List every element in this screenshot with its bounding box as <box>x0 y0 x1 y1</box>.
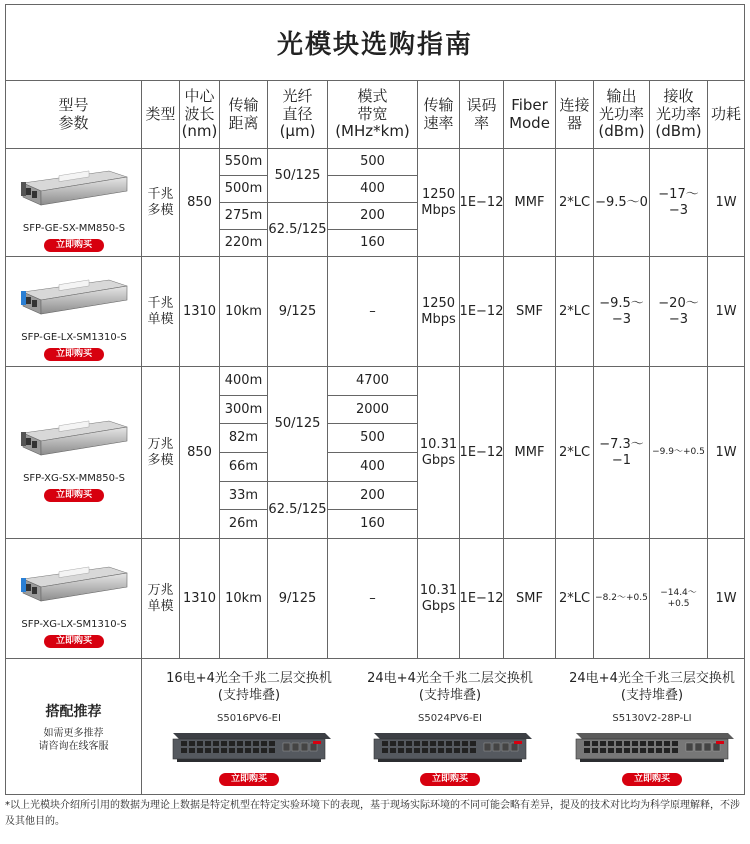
ber-cell: 1E−12 <box>460 367 504 539</box>
buy-button[interactable]: 立即购买 <box>219 773 279 786</box>
type-cell: 千兆 单模 <box>142 257 180 367</box>
switch-name: 16电+4光全千兆二层交换机 (支持堆叠) <box>166 671 332 703</box>
header-type: 类型 <box>142 81 180 149</box>
guide-frame <box>5 4 745 795</box>
ber-cell: 1E−12 <box>460 257 504 367</box>
switch-name: 24电+4光全千兆三层交换机 (支持堆叠) <box>569 671 735 703</box>
distance-cell: 500m <box>220 176 268 203</box>
product-name: SFP-GE-SX-MM850-S <box>22 223 126 234</box>
fiber-mode-cell: SMF <box>504 257 556 367</box>
switch-card-1 <box>149 659 349 795</box>
buy-button[interactable]: 立即购买 <box>622 773 682 786</box>
product-cell-2 <box>6 257 142 367</box>
header-rate: 传输 速率 <box>418 81 460 149</box>
fiber-mode-cell: MMF <box>504 149 556 257</box>
header-model: 型号 参数 <box>6 81 142 149</box>
sfp-module-image-2 <box>19 274 131 318</box>
rate-cell: 10.31 Gbps <box>418 539 460 659</box>
ber-cell: 1E−12 <box>460 149 504 257</box>
distance-cell: 33m <box>220 482 268 511</box>
switch-model: S5130V2-28P-LI <box>612 713 692 724</box>
buy-button[interactable]: 立即购买 <box>44 348 104 361</box>
connector-cell: 2*LC <box>556 257 594 367</box>
rx-power-cell: −17～−3 <box>650 149 708 257</box>
wavelength-cell: 850 <box>180 149 220 257</box>
fiber-diameter-cell: 50/125 <box>268 149 328 203</box>
product-cell-1 <box>6 149 142 257</box>
rate-cell: 10.31 Gbps <box>418 367 460 539</box>
tx-power-cell: −9.5～−3 <box>594 257 650 367</box>
distance-cell: 10km <box>220 257 268 367</box>
rate-cell: 1250 Mbps <box>418 257 460 367</box>
distance-cell: 400m <box>220 367 268 396</box>
distance-cell: 300m <box>220 396 268 425</box>
switch-image-3 <box>570 729 734 767</box>
buy-button[interactable]: 立即购买 <box>44 635 104 648</box>
rx-power-cell: −9.9～+0.5 <box>650 367 708 539</box>
wavelength-cell: 1310 <box>180 539 220 659</box>
header-ber: 误码 率 <box>460 81 504 149</box>
bandwidth-cell: 400 <box>328 176 418 203</box>
switch-image-1 <box>167 729 331 767</box>
type-cell: 千兆 多模 <box>142 149 180 257</box>
switch-name: 24电+4光全千兆二层交换机 (支持堆叠) <box>367 671 533 703</box>
ber-cell: 1E−12 <box>460 539 504 659</box>
recommend-label <box>6 659 142 795</box>
fiber-diameter-cell: 9/125 <box>268 539 328 659</box>
distance-cell: 220m <box>220 230 268 257</box>
switch-card-2 <box>350 659 550 795</box>
header-distance: 传输 距离 <box>220 81 268 149</box>
product-name: SFP-GE-LX-SM1310-S <box>21 332 127 343</box>
bandwidth-cell: 200 <box>328 203 418 230</box>
power-cell: 1W <box>708 149 744 257</box>
tx-power-cell: −8.2～+0.5 <box>594 539 650 659</box>
distance-cell: 10km <box>220 539 268 659</box>
wavelength-cell: 1310 <box>180 257 220 367</box>
sfp-module-image-3 <box>19 415 131 459</box>
page-title: 光模块选购指南 <box>6 5 744 81</box>
buy-button[interactable]: 立即购买 <box>44 239 104 252</box>
product-name: SFP-XG-SX-MM850-S <box>23 473 125 484</box>
recommend-section <box>6 659 744 795</box>
bandwidth-cell: 500 <box>328 424 418 453</box>
connector-cell: 2*LC <box>556 367 594 539</box>
switch-image-2 <box>368 729 532 767</box>
bandwidth-cell: 2000 <box>328 396 418 425</box>
buy-button[interactable]: 立即购买 <box>44 489 104 502</box>
header-txpower: 输出 光功率 (dBm) <box>594 81 650 149</box>
bandwidth-cell: 400 <box>328 453 418 482</box>
bandwidth-cell: – <box>328 257 418 367</box>
switch-card-3 <box>552 659 750 795</box>
recommend-title: 搭配推荐 <box>45 704 102 720</box>
distance-cell: 66m <box>220 453 268 482</box>
fiber-diameter-cell: 62.5/125 <box>268 203 328 257</box>
power-cell: 1W <box>708 257 744 367</box>
fiber-diameter-cell: 9/125 <box>268 257 328 367</box>
tx-power-cell: −7.3～−1 <box>594 367 650 539</box>
product-cell-4 <box>6 539 142 659</box>
bandwidth-cell: 160 <box>328 510 418 539</box>
header-bandwidth: 模式 带宽 (MHz*km) <box>328 81 418 149</box>
rate-cell: 1250 Mbps <box>418 149 460 257</box>
tx-power-cell: −9.5～0 <box>594 149 650 257</box>
sfp-module-image-4 <box>19 561 131 605</box>
bandwidth-cell: – <box>328 539 418 659</box>
type-cell: 万兆 多模 <box>142 367 180 539</box>
header-connector: 连接 器 <box>556 81 594 149</box>
wavelength-cell: 850 <box>180 367 220 539</box>
distance-cell: 82m <box>220 424 268 453</box>
bandwidth-cell: 4700 <box>328 367 418 396</box>
footnote: *以上光模块介绍所引用的数据为理论上数据是特定机型在特定实验环境下的表现，基于现场实际环境的不同可能会略有差异，提及的技术对比均为科学原理解释，不涉及其他目的。 <box>5 800 740 827</box>
fiber-mode-cell: MMF <box>504 367 556 539</box>
power-cell: 1W <box>708 539 744 659</box>
type-cell: 万兆 单模 <box>142 539 180 659</box>
rx-power-cell: −20～−3 <box>650 257 708 367</box>
header-rxpower: 接收 光功率 (dBm) <box>650 81 708 149</box>
sfp-module-image-1 <box>19 165 131 209</box>
switch-model: S5016PV6-EI <box>217 713 281 724</box>
bandwidth-cell: 500 <box>328 149 418 176</box>
power-cell: 1W <box>708 367 744 539</box>
fiber-diameter-cell: 62.5/125 <box>268 482 328 539</box>
fiber-diameter-cell: 50/125 <box>268 367 328 482</box>
fiber-mode-cell: SMF <box>504 539 556 659</box>
switch-model: S5024PV6-EI <box>418 713 482 724</box>
distance-cell: 275m <box>220 203 268 230</box>
bandwidth-cell: 200 <box>328 482 418 511</box>
header-fibermode: Fiber Mode <box>504 81 556 149</box>
distance-cell: 550m <box>220 149 268 176</box>
distance-cell: 26m <box>220 510 268 539</box>
bandwidth-cell: 160 <box>328 230 418 257</box>
rx-power-cell: −14.4～+0.5 <box>650 539 708 659</box>
connector-cell: 2*LC <box>556 539 594 659</box>
connector-cell: 2*LC <box>556 149 594 257</box>
product-name: SFP-XG-LX-SM1310-S <box>21 619 127 630</box>
header-fiber: 光纤 直径 (μm) <box>268 81 328 149</box>
recommend-subtitle: 如需更多推荐 请咨询在线客服 <box>38 728 109 752</box>
buy-button[interactable]: 立即购买 <box>420 773 480 786</box>
header-power: 功耗 <box>708 81 744 149</box>
product-cell-3 <box>6 367 142 539</box>
header-wavelength: 中心 波长 (nm) <box>180 81 220 149</box>
